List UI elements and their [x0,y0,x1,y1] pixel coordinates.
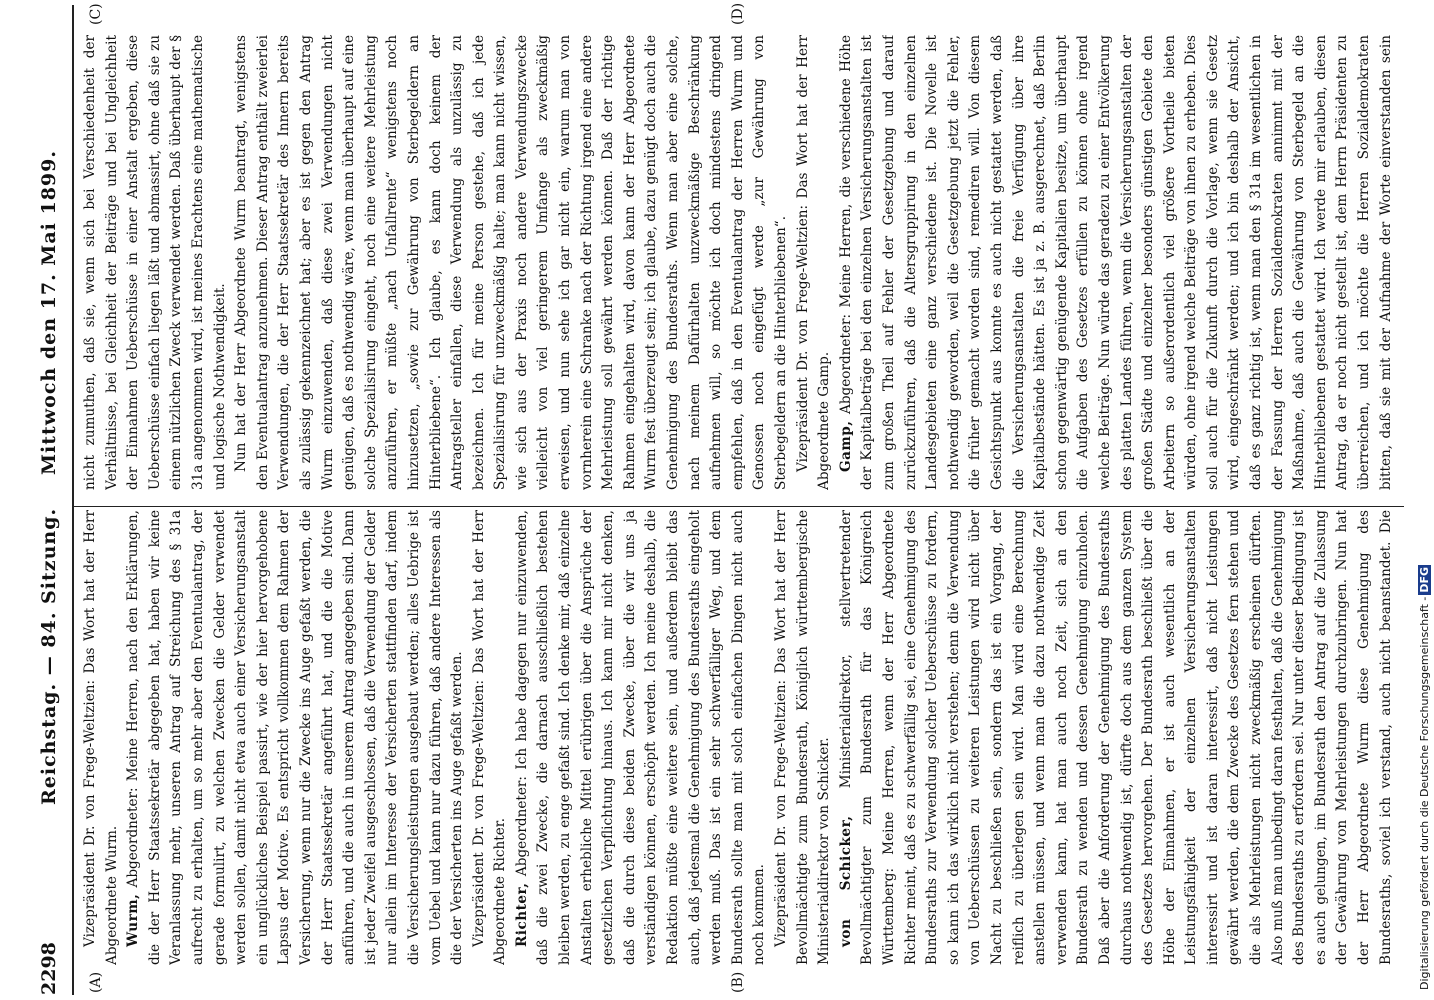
column-divider [74,506,1404,507]
margin-marker-b: (B) [730,971,746,993]
header-rule [72,5,74,995]
paragraph: Wurm, Abgeordneter: Meine Herren, nach den Erklärungen, die der Herr Staatssekretär abgegeben hat, haben wir keine Veranlassung mehr, unseren Antrag auf Streichung des § 31a aufrecht zu erhalten, um so mehr aber den Eventualantrag, der gerade formulirt, zu welchen Zwecken die Gelder verwendet werden sollen, damit nicht etwa auch einer Versicherungsanstalt ein unglückliches Beispiel passirt, wie der hier hervorgehobene Lapsus der Motive. Es entspricht vollkommen dem Rahmen der Versicherung, wenn nur die Zwecke ins Auge gefaßt werden, die der Herr Staatssekretär angeführt hat, und die die Motive anführen, und die auch in unserem Antrag angegeben sind. Dann ist jeder Zweifel ausgeschlossen, daß die Verwendung der Gelder nur allein im Interesse der Versicherten stattfinden darf, indem die Versicherungsleistungen ausgebaut werden; alles Uebrige ist vom Uebel und kann nur dazu führen, daß andere Interessen als die der Versicherten ins Auge gefaßt werden. [125,510,466,965]
paragraph: nicht zumuthen, daß sie, wenn sich bei Verschiedenheit der Verhältnisse, bei Gleichheit der Beiträge und bei Ungleichheit der Einnahmen Ueberschüsse in einer Anstalt ergeben, diese Ueberschüsse einfach liegen läßt und abmassirt, ohne daß sie zu einem nützlichen Zweck verwendet werden. Daß überhaupt der § 31a angenommen wird, ist meines Erachtens eine mathematische und logische Nothwendigkeit. [82,35,228,490]
paragraph: Vizepräsident Dr. von Frege-Weltzien: Das Wort hat der Herr Bevollmächtigte zum Bundesrath, Königlich württembergische Ministerialdirektor von Schicker. [773,510,833,965]
right-text-column [80,35,1400,490]
page-number: 2298 [38,942,60,995]
dfg-logo: DFG [1418,566,1431,593]
paragraph: von Schicker, Ministerialdirektor, stellvertretender Bevollmächtigter zum Bundesrath für das Königreich Württemberg: Meine Herren, wenn der Herr Abgeordnete Richter meint, daß es zu schwerfällig sei, eine Genehmigung des Bundesraths zur Verwendung solcher Ueberschüsse zu fordern, so kann ich das wirklich nicht verstehen; denn die Verwendung von Ueberschüssen zu weiteren Leistungen wird nicht über Nacht zu beschließen sein, sondern das ist ein Vorgang, der reiflich zu überlegen sein wird. Man wird eine Berechnung anstellen müssen, und wenn man die dazu nothwendige Zeit verwenden kann, hat man auch noch Zeit, sich an den Bundesrath zu wenden und dessen Genehmigung einzuholen. Daß aber die Anforderung der Genehmigung des Bundesraths durchaus nothwendig ist, dürfte doch aus dem ganzen System des Gesetzes hervorgehen. Der Bundesrath beschließt über die Höhe der Einnahmen, er ist auch wesentlich an der Leistungsfähigkeit der einzelnen Versicherungsanstalten interessirt und ist daran interessirt, daß nicht Leistungen gewährt werden, die dem Zwecke des Gesetzes fern stehen und die als Mehrleistungen nicht zweckmäßig erscheinen dürften. Also muß man unbedingt daran festhalten, daß die Genehmigung des Bundesraths zu erfordern sei. Nur unter dieser Bedingung ist es auch gelungen, im Bundesrath den Antrag auf die Zulassung der Gewährung von Mehrleistungen durchzubringen. Nun hat der Herr Abgeordnete Wurm diese Genehmigung des Bundesraths, soviel ich verstand, auch nicht beanstandet. Die [837,510,1394,965]
paragraph: Vizepräsident Dr. von Frege-Weltzien: Das Wort hat der Herr Abgeordnete Richter. [470,510,509,965]
paragraph: Vizepräsident Dr. von Frege-Weltzien: Das Wort hat der Herr Abgeordnete Gamp. [794,35,833,490]
margin-marker-d: (D) [730,2,746,25]
paragraph: Richter, Abgeordneter: Ich habe dagegen nur einzuwenden, daß die zwei Zwecke, die darnach ausschließlich bestehen bleiben werden, zu enge gefaßt sind. Ich denke mir, daß einzelne Anstalten erhebliche Mittel erübrigen über die Ansprüche der gesetzlichen Verpflichtung hinaus. Ich kann mir nicht denken, daß die durch diese beiden Zwecke, über die wir uns ja verständigen können, erschöpft werden. Ich meine deshalb, die Redaktion müßte eine weitere sein, und außerdem bleibt das auch, daß jedesmal die Genehmigung des Bundesraths eingeholt werden muß. Das ist ein sehr schwerfälliger Weg, und dem Bundesrath sollte man mit solch einfachen Dingen nicht auch noch kommen. [513,510,768,965]
page-header [30,5,74,995]
paragraph: Nun hat der Herr Abgeordnete Wurm beantragt, wenigstens den Eventualantrag anzunehmen. Dieser Antrag enthält zweierlei Verwendungen, die der Herr Staatssekretär des Innern bereits als zulässig gekennzeichnet hat; aber es ist gegen den Antrag Wurm einzuwenden, daß diese zwei Verwendungen nicht genügen, daß es nothwendig wäre, wenn man überhaupt auf eine solche Spezialisirung eingeht, noch eine weitere Mehrleistung anzuführen, er müßte „nach Unfallrente“ wenigstens noch hinzusetzen, „sowie zur Gewährung von Sterbegeldern an Hinterbliebene“. Ich glaube, es kann doch keinem der Antragsteller einfallen, diese Verwendung als unzulässig zu bezeichnen. Ich für meine Person gestehe, daß ich jede Spezialisirung für unzweckmäßig halte; man kann nicht wissen, wie sich aus der Praxis noch andere Verwendungszwecke vielleicht von viel geringerem Umfange als zweckmäßig erweisen, und nun sehe ich gar nicht ein, warum man von vornherein eine Schranke nach der Richtung irgend eine andere Mehrleistung soll gewährt werden können. Daß der richtige Rahmen eingehalten wird, davon kann der Herr Abgeordnete Wurm fest überzeugt sein; ich glaube, dazu genügt doch auch die Genehmigung des Bundesraths. Wenn man aber eine solche, nach meinem Dafürhalten unzweckmäßige Beschränkung aufnehmen will, so möchte ich doch mindestens dringend empfehlen, daß in den Eventualantrag der Herren Wurm und Genossen noch eingefügt werde „zur Gewährung von Sterbegeldern an die Hinterbliebenen“. [233,35,789,490]
credit-text: Digitalisierung gefördert durch die Deutsche Forschungsgemeinschaft - [1418,596,1431,990]
header-right-title: Mittwoch den 17. Mai 1899. [38,150,60,475]
left-text-column [80,510,1400,965]
margin-marker-a: (A) [88,971,104,993]
paragraph: Vizepräsident Dr. von Frege-Weltzien: Das Wort hat der Herr Abgeordnete Wurm. [82,510,120,965]
margin-marker-c: (C) [88,3,104,25]
rotated-document-page [30,2,1410,995]
digitization-credit [1418,565,1431,990]
paragraph: Gamp, Abgeordneter: Meine Herren, die verschiedene Höhe der Kapitalbeträge bei den einzelnen Versicherungsanstalten ist zum großen Theil auf Fehler der Gesetzgebung und darauf zurückzuführen, daß die Altersgruppirung in den einzelnen Landesgebieten eine ganz verschiedene ist. Die Novelle ist nothwendig geworden, weil die Gesetzgebung jetzt die Fehler, die früher gemacht worden sind, remediren will. Von diesem Gesichtspunkt aus konnte es auch nicht gestattet werden, daß die Versicherungsanstalten die freie Verfügung über ihre Kapitalbestände hätten. Es ist ja z. B. ausgerechnet, daß Berlin schon gegenwärtig genügende Kapitalien besitze, um überhaupt die Aufgaben des Gesetzes erfüllen zu können ohne irgend welche Beiträge. Nun würde das geradezu zu einer Entvölkerung des platten Landes führen, wenn die Versicherungsanstalten der großen Städte und einzelner besonders günstigen Gebiete den Arbeitern so außerordentlich viel größere Vortheile bieten würden, ohne irgend welche Beiträge von ihnen zu erheben. Dies soll auch für die Zukunft durch die Vorlage, wenn sie Gesetz wird, eingeschränkt werden; und ich bin deshalb der Ansicht, daß es ganz richtig ist, wenn man den § 31a im wesentlichen in der Fassung der Herren Sozialdemokraten annimmt mit der Maßnahme, daß auch die Gewährung von Sterbegeld an die Hinterbliebenen gestattet wird. Ich werde mir erlauben, diesen Antrag, da er noch nicht gestellt ist, dem Herrn Präsidenten zu überreichen, und ich möchte die Herren Sozialdemokraten bitten, daß sie mit der Aufnahme der Worte einverstanden sein [837,35,1394,490]
header-left-title: Reichstag. — 84. Sitzung. [38,507,60,805]
